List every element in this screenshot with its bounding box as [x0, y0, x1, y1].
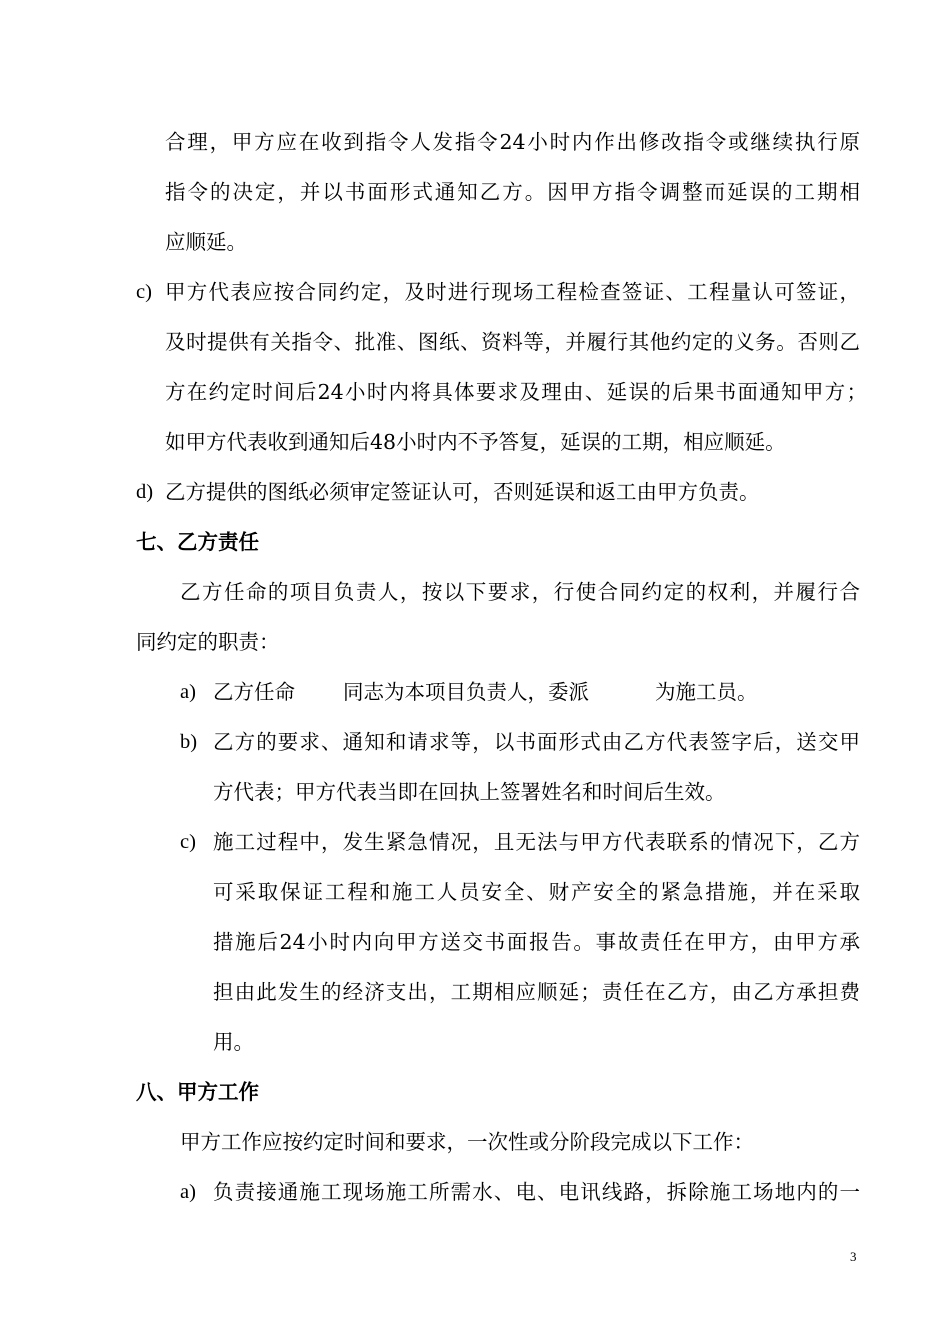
list-item-line: 可采取保证工程和施工人员安全、财产安全的紧急措施，并在采取 [213, 880, 860, 904]
list-item-line: 施工过程中，发生紧急情况，且无法与甲方代表联系的情况下，乙方 [213, 830, 860, 854]
list-item-line: 用。 [213, 1030, 254, 1054]
list-item-line: 如甲方代表收到通知后48小时内不予答复，延误的工期，相应顺延。 [165, 430, 786, 454]
page-number: 3 [850, 1249, 857, 1264]
list-marker: a) [180, 1181, 196, 1203]
list-item-line: 及时提供有关指令、批准、图纸、资料等，并履行其他约定的义务。否则乙 [165, 330, 860, 354]
list-item-line: 负责接通施工现场施工所需水、电、电讯线路，拆除施工场地内的一 [213, 1180, 860, 1204]
paragraph-line: 合理，甲方应在收到指令人发指令24小时内作出修改指令或继续执行原 [165, 130, 860, 154]
list-marker: a) [180, 681, 196, 703]
section-heading: 七、乙方责任 [136, 530, 259, 554]
list-item-line: 措施后24小时内向甲方送交书面报告。事故责任在甲方，由甲方承 [213, 930, 860, 954]
list-marker: c) [180, 831, 196, 853]
paragraph-line: 乙方任命的项目负责人，按以下要求，行使合同约定的权利，并履行合 [180, 580, 860, 604]
paragraph-line: 甲方工作应按约定时间和要求，一次性或分阶段完成以下工作： [180, 1130, 754, 1154]
list-marker: d) [136, 481, 154, 503]
list-item-text: 乙方任命 [213, 680, 295, 704]
paragraph-line: 应顺延。 [165, 230, 247, 254]
list-item-text: 同志为本项目负责人，委派 [343, 680, 589, 704]
list-item-line: 方在约定时间后24小时内将具体要求及理由、延误的后果书面通知甲方； [165, 380, 867, 404]
list-item-line: 方代表；甲方代表当即在回执上签署姓名和时间后生效。 [213, 780, 726, 804]
list-item-text: 为施工员。 [655, 680, 758, 704]
list-marker: b) [180, 731, 198, 753]
list-marker: c) [136, 281, 152, 303]
list-item-line: 乙方提供的图纸必须审定签证认可，否则延误和返工由甲方负责。 [165, 480, 760, 504]
list-item-line: 甲方代表应按合同约定，及时进行现场工程检查签证、工程量认可签证， [165, 280, 860, 304]
list-item-line: 担由此发生的经济支出，工期相应顺延；责任在乙方，由乙方承担费 [213, 980, 860, 1004]
list-item-line: 乙方的要求、通知和请求等，以书面形式由乙方代表签字后，送交甲 [213, 730, 860, 754]
section-heading: 八、甲方工作 [136, 1080, 259, 1104]
paragraph-line: 同约定的职责： [136, 630, 280, 654]
paragraph-line: 指令的决定，并以书面形式通知乙方。因甲方指令调整而延误的工期相 [165, 180, 860, 204]
